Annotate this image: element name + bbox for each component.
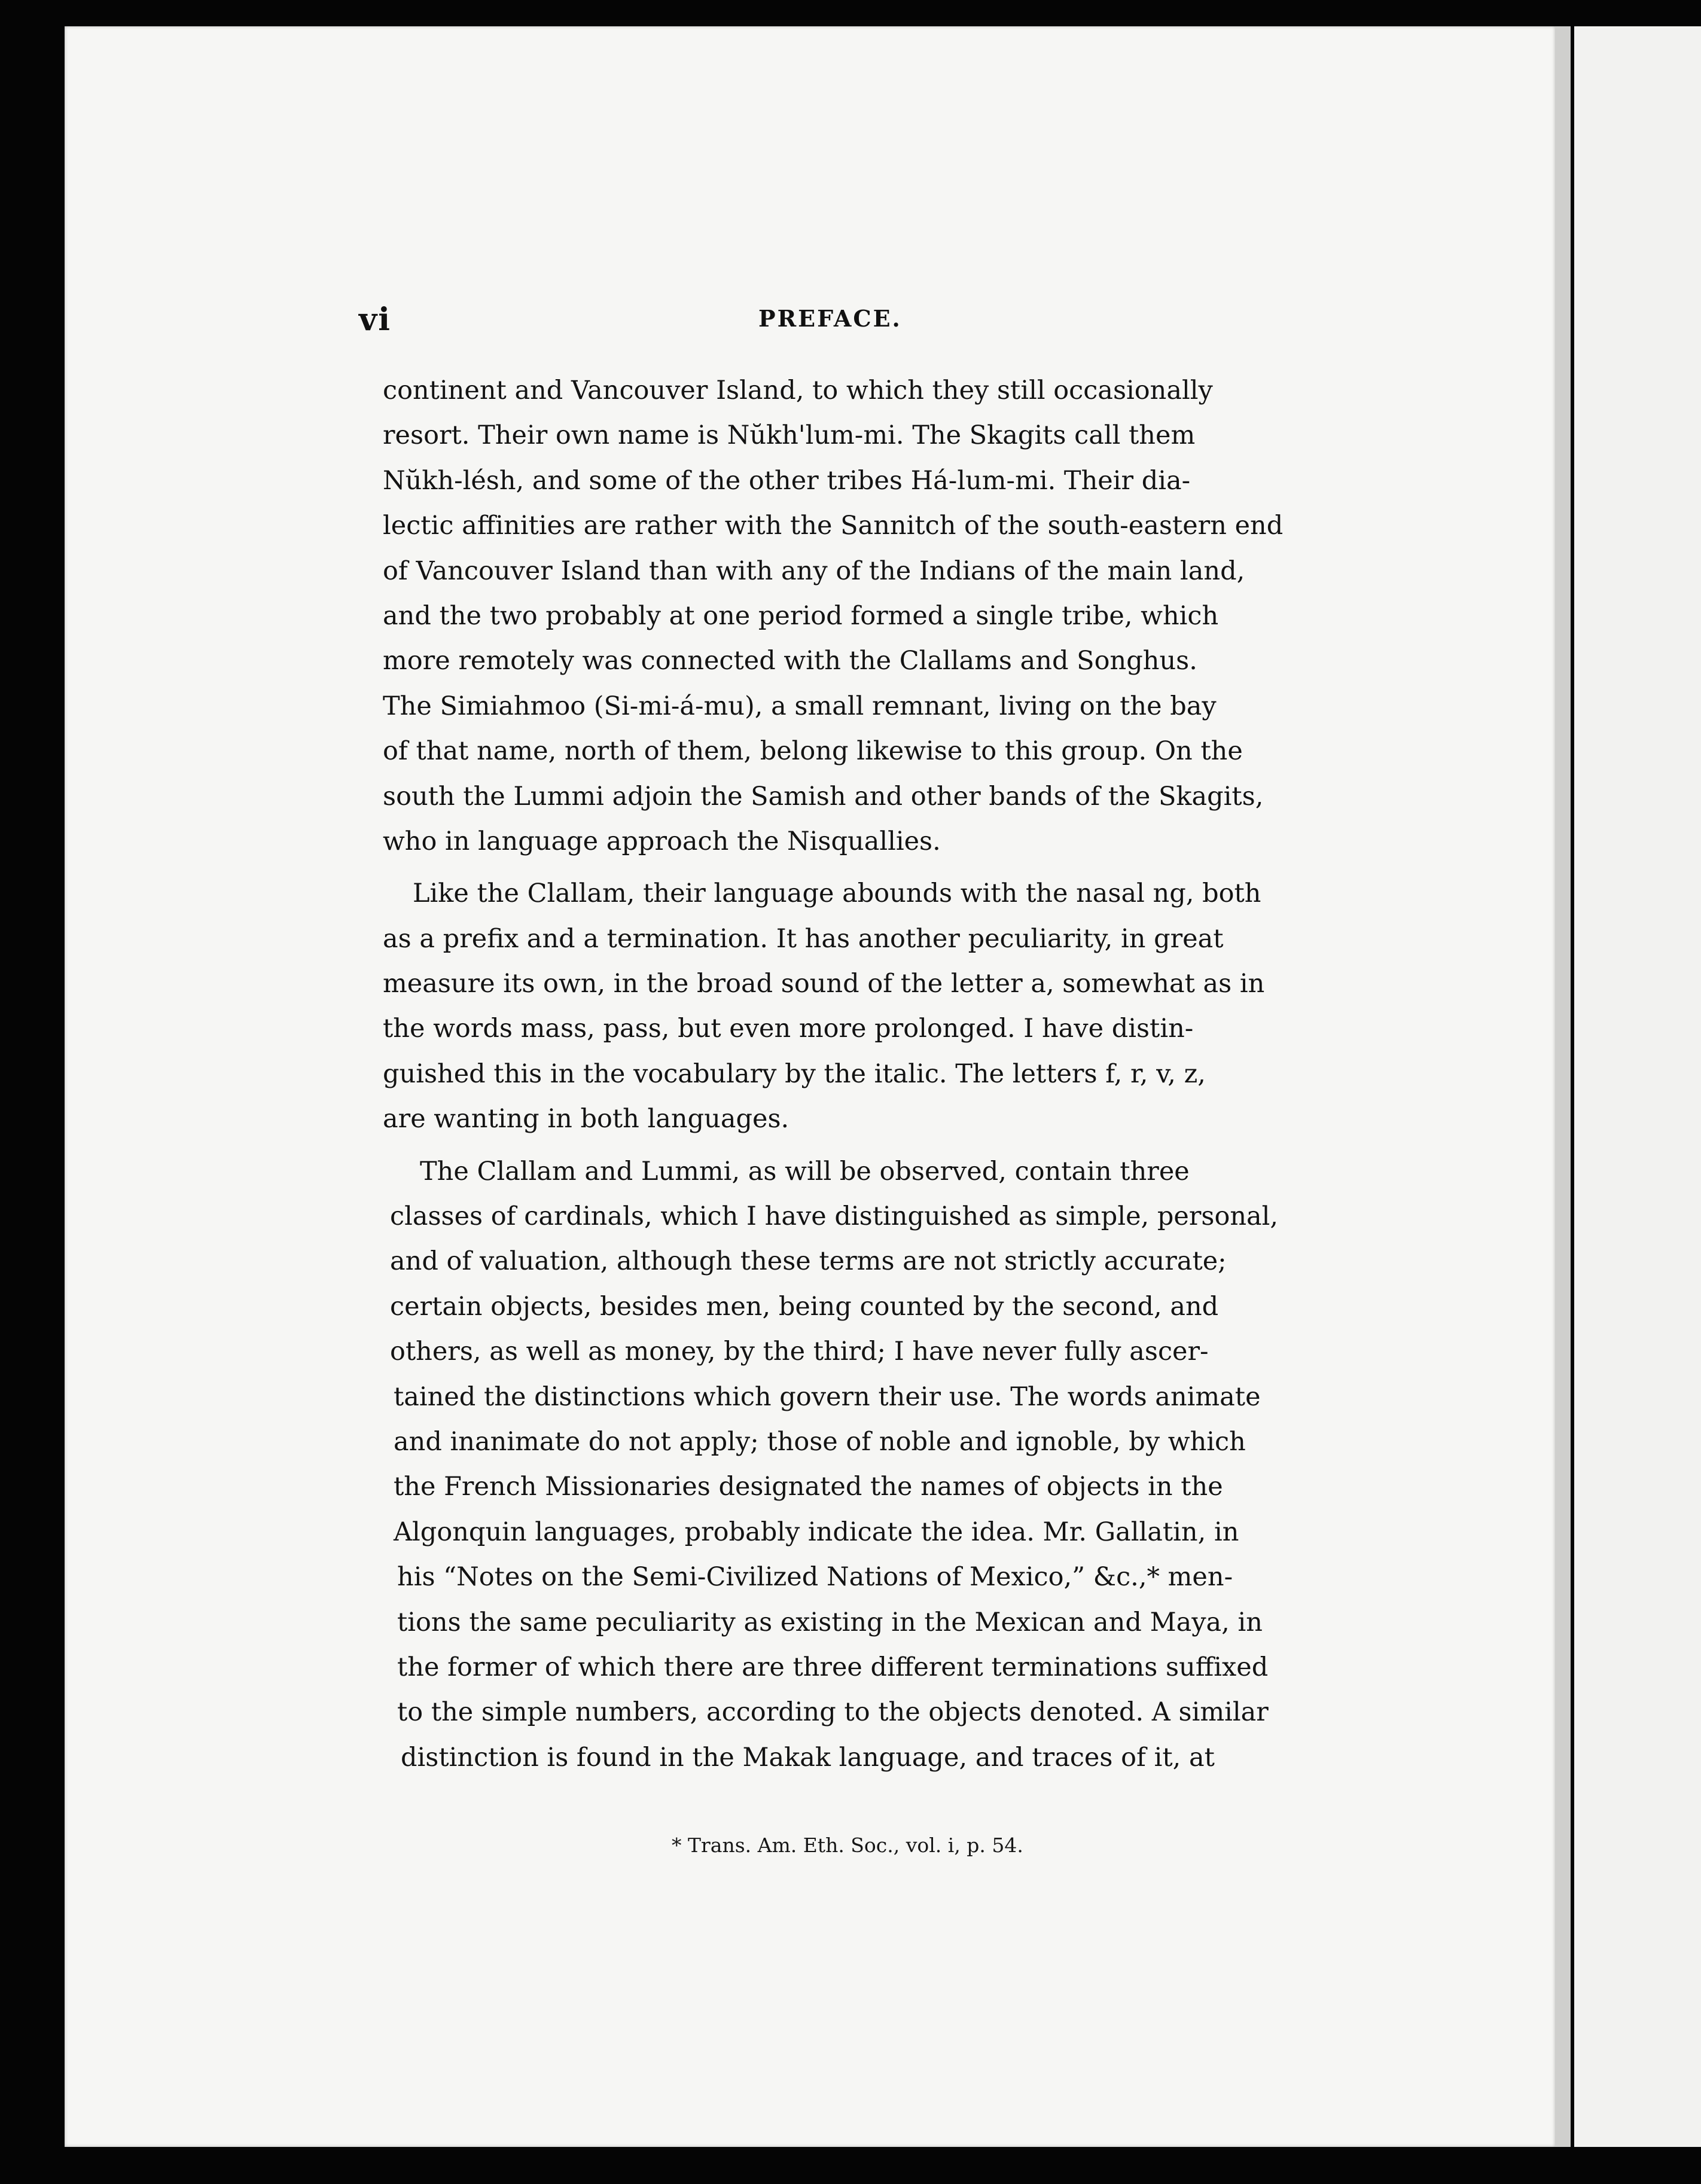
text-line: resort. Their own name is Nŭkh'lum-mi. The Skagits call them — [383, 420, 1196, 451]
page-number: vi — [359, 301, 391, 338]
text-line: to the simple numbers, according to the objects denoted. A similar — [397, 1697, 1269, 1728]
adjacent-page — [1574, 26, 1701, 2147]
text-line: guished this in the vocabulary by the italic. The letters f, r, v, z, — [383, 1059, 1206, 1089]
text-line: Algonquin languages, probably indicate the idea. Mr. Gallatin, in — [394, 1517, 1239, 1547]
text-line: the former of which there are three different terminations suffixed — [397, 1652, 1269, 1682]
text-line: measure its own, in the broad sound of the letter a, somewhat as in — [383, 969, 1265, 999]
text-line: The Clallam and Lummi, as will be observed, contain three — [420, 1156, 1190, 1186]
text-line: and inanimate do not apply; those of noble and ignoble, by which — [394, 1426, 1246, 1457]
text-line: lectic affinities are rather with the Sannitch of the south-eastern end — [383, 511, 1284, 541]
text-line: Nŭkh-lésh, and some of the other tribes Há-lum-mi. Their dia- — [383, 465, 1191, 496]
running-title: PREFACE. — [758, 305, 902, 332]
text-line: are wanting in both languages. — [383, 1104, 789, 1134]
text-line: of that name, north of them, belong likewise to this group. On the — [383, 736, 1243, 767]
text-line: distinction is found in the Makak language, and traces of it, at — [401, 1742, 1215, 1773]
text-line: tained the distinctions which govern their use. The words animate — [394, 1381, 1261, 1412]
text-line: of Vancouver Island than with any of the Indians of the main land, — [383, 556, 1245, 586]
text-line: Like the Clallam, their language abounds with the nasal ng, both — [413, 879, 1261, 909]
text-line: south the Lummi adjoin the Samish and other bands of the Skagits, — [383, 781, 1264, 812]
text-line: classes of cardinals, which I have distinguished as simple, personal, — [390, 1201, 1279, 1232]
text-line: others, as well as money, by the third; I have never fully ascer- — [390, 1337, 1209, 1367]
text-line: and the two probably at one period formed a single tribe, which — [383, 600, 1219, 631]
text-line: continent and Vancouver Island, to which they still occasionally — [383, 376, 1213, 405]
text-line: The Simiahmoo (Si-mi-á-mu), a small remnant, living on the bay — [383, 691, 1217, 721]
text-line: more remotely was connected with the Clallams and Songhus. — [383, 646, 1197, 676]
book-page — [65, 26, 1555, 2147]
text-line: certain objects, besides men, being counted by the second, and — [390, 1291, 1219, 1322]
text-line: who in language approach the Nisquallies. — [383, 826, 941, 856]
text-line: his “Notes on the Semi-Civilized Nations of Mexico,” &c.,* men- — [397, 1562, 1233, 1593]
page-edge — [1555, 26, 1571, 2147]
body-text — [383, 368, 1334, 1780]
text-line: the French Missionaries designated the names of objects in the — [394, 1472, 1223, 1502]
text-line: the words mass, pass, but even more prolonged. I have distin- — [383, 1014, 1194, 1044]
running-head — [65, 301, 1555, 349]
footnote: * Trans. Am. Eth. Soc., vol. i, p. 54. — [672, 1834, 1023, 1857]
text-line: and of valuation, although these terms are not strictly accurate; — [390, 1246, 1227, 1277]
text-line: tions the same peculiarity as existing in the Mexican and Maya, in — [397, 1607, 1263, 1637]
text-line: as a prefix and a termination. It has another peculiarity, in great — [383, 923, 1224, 954]
